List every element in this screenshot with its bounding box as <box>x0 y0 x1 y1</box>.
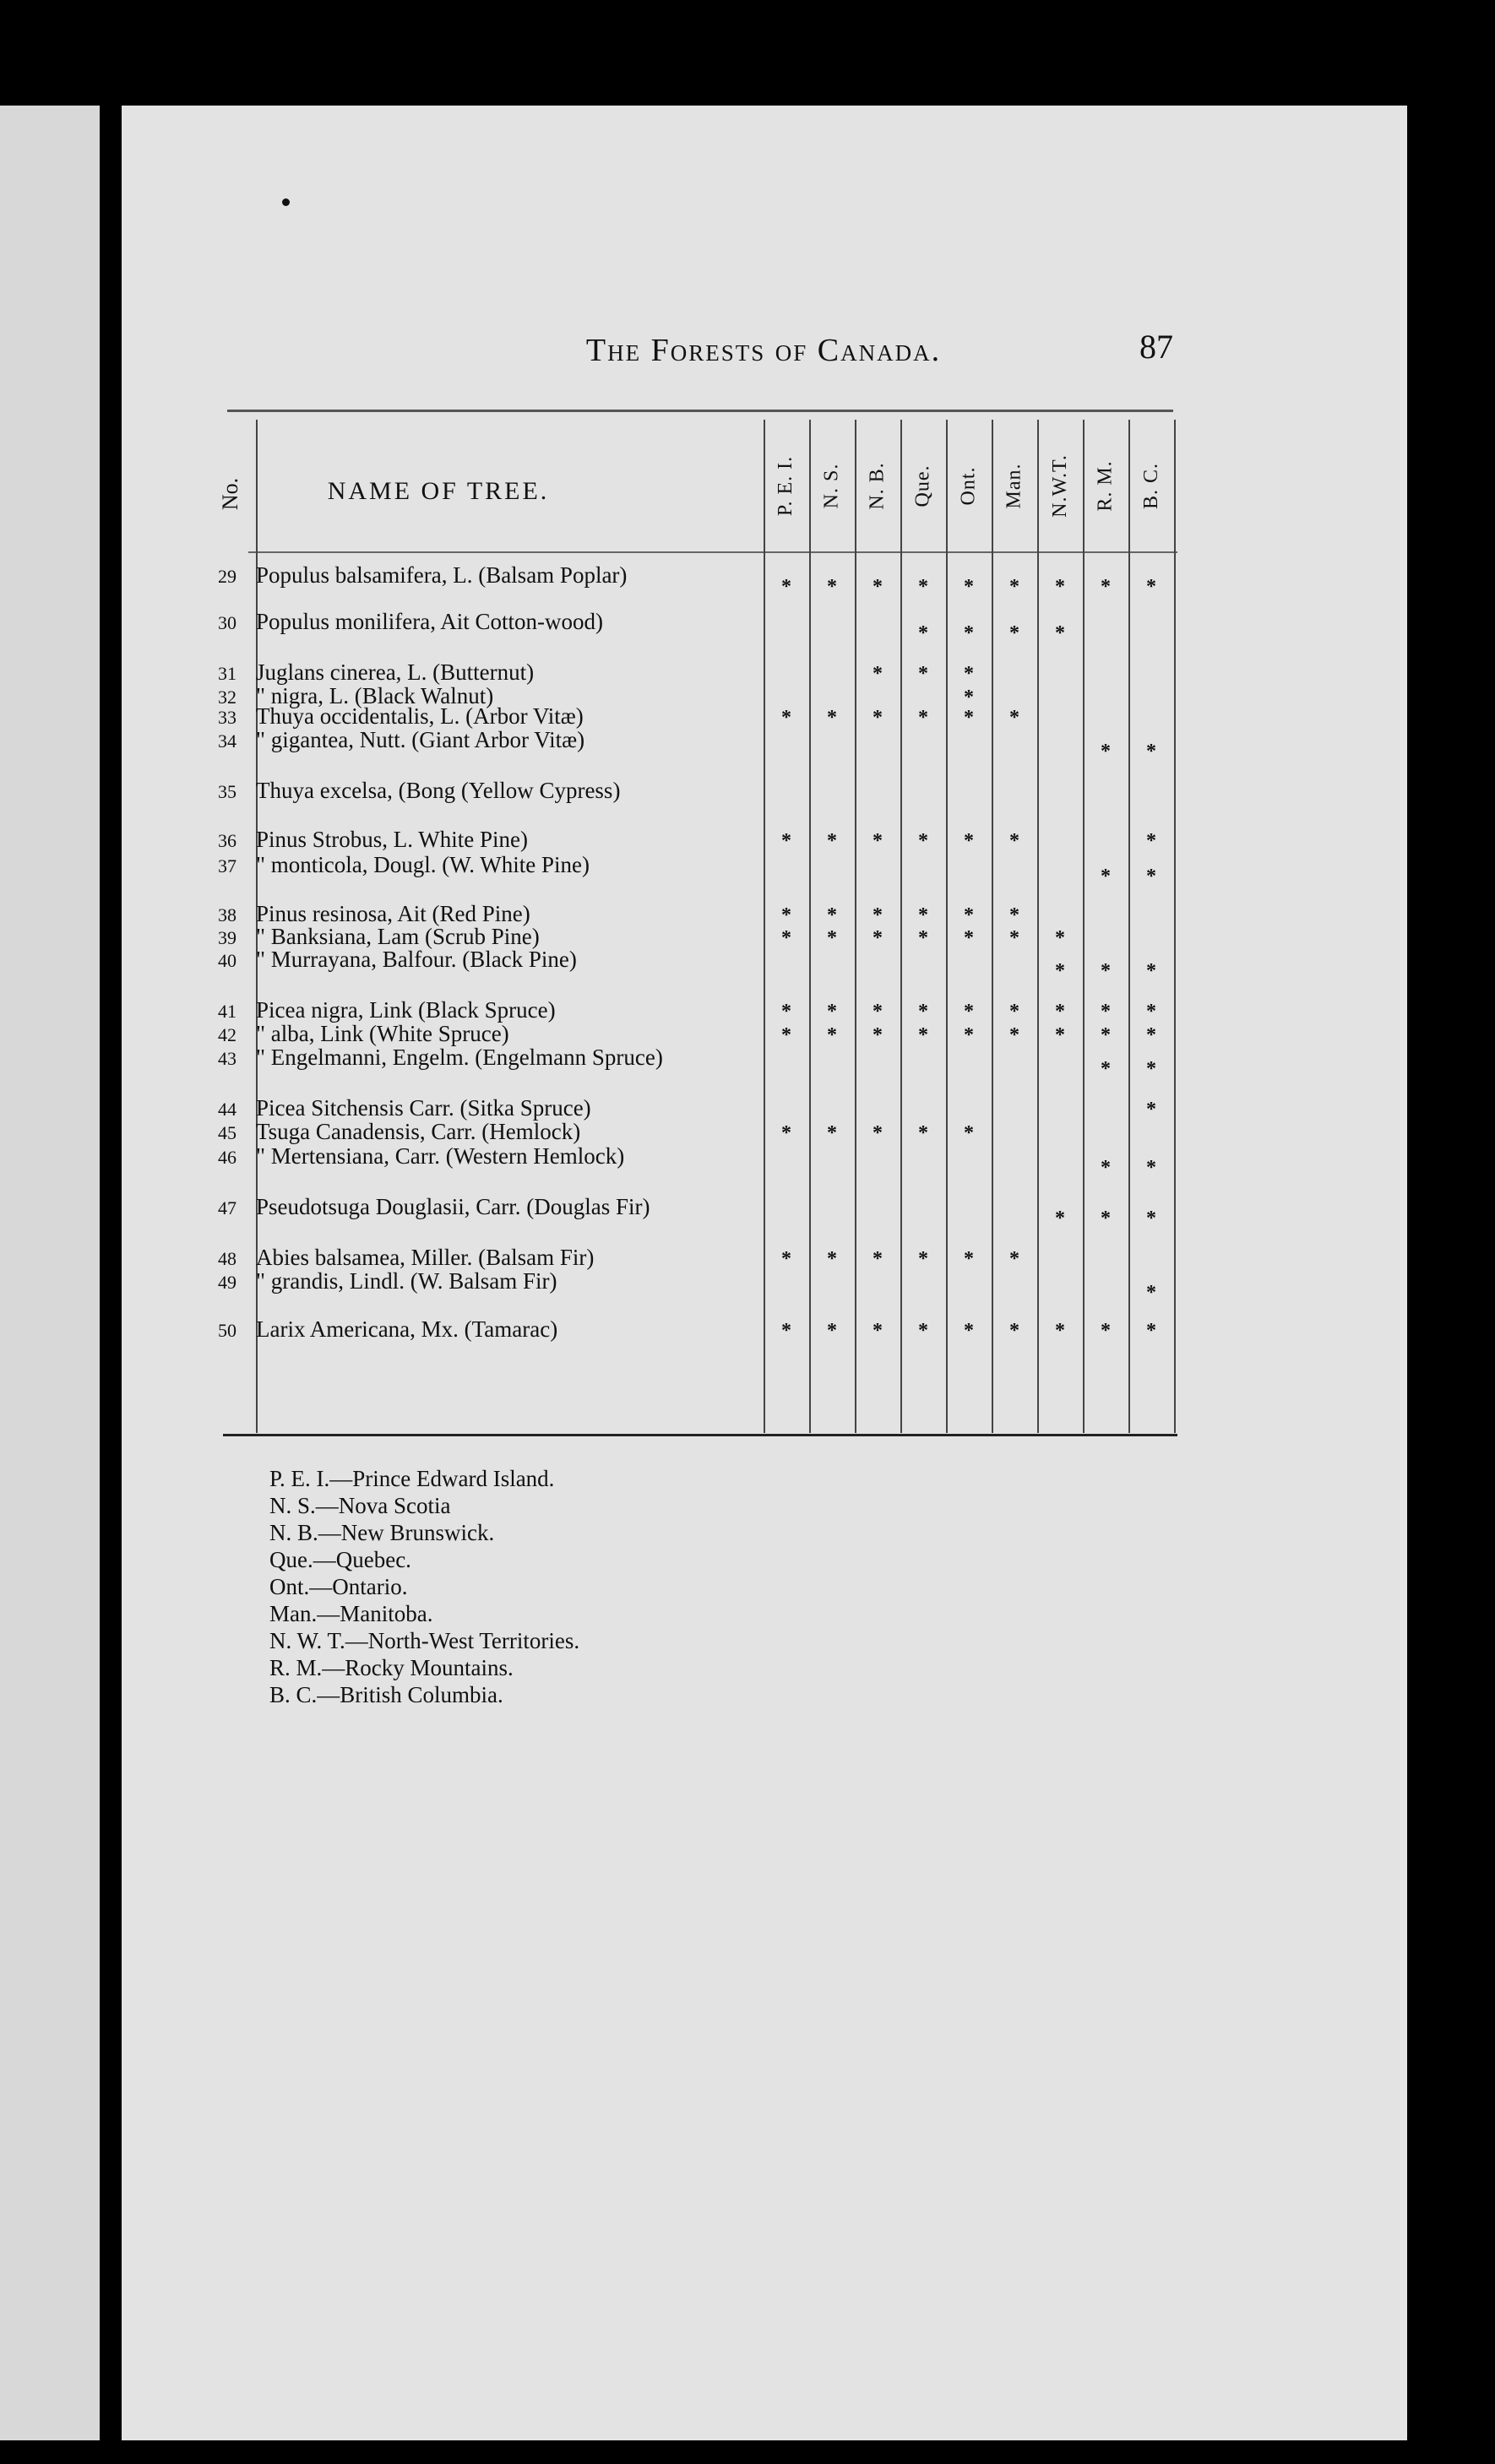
presence-mark: * <box>964 1122 974 1144</box>
ink-dot <box>282 198 290 206</box>
presence-mark: * <box>1055 622 1065 644</box>
presence-mark: * <box>827 707 837 729</box>
row-number: 31 <box>218 663 236 684</box>
presence-mark: * <box>1146 576 1156 598</box>
legend-item: P. E. I.—Prince Edward Island. <box>269 1466 555 1491</box>
presence-mark: * <box>964 830 974 852</box>
presence-mark: * <box>964 904 974 926</box>
row-number: 34 <box>218 730 236 752</box>
presence-mark: * <box>918 663 928 685</box>
presence-mark: * <box>1055 1208 1065 1229</box>
presence-mark: * <box>827 576 837 598</box>
province-column-header: B. C. <box>1139 462 1162 509</box>
book-spine <box>100 106 122 2440</box>
presence-mark: * <box>873 1122 883 1144</box>
presence-mark: * <box>964 576 974 598</box>
tree-name: Abies balsamea, Miller. (Balsam Fir) <box>256 1245 595 1270</box>
presence-mark: * <box>1101 741 1111 763</box>
presence-mark: * <box>1101 1320 1111 1342</box>
presence-mark: * <box>1146 1320 1156 1342</box>
row-number: 29 <box>218 566 236 587</box>
tree-name: Juglans cinerea, L. (Butternut) <box>256 659 535 685</box>
presence-mark: * <box>781 927 791 949</box>
presence-mark: * <box>1101 866 1111 887</box>
presence-mark: * <box>1009 927 1019 949</box>
presence-mark: * <box>918 927 928 949</box>
presence-mark: * <box>781 1320 791 1342</box>
presence-mark: * <box>1009 707 1019 729</box>
running-title: The Forests of Canada. <box>585 333 942 368</box>
presence-mark: * <box>1101 960 1111 982</box>
province-column-header: Ont. <box>957 466 980 505</box>
presence-mark: * <box>1009 904 1019 926</box>
row-number: 49 <box>218 1272 236 1293</box>
row-number: 35 <box>218 781 236 802</box>
column-rule <box>900 420 902 1433</box>
presence-mark: * <box>1009 1024 1019 1046</box>
row-number: 47 <box>218 1197 236 1218</box>
column-rule <box>1083 420 1085 1433</box>
presence-mark: * <box>827 1248 837 1270</box>
presence-mark: * <box>873 663 883 685</box>
presence-mark: * <box>964 1320 974 1342</box>
tree-name: " Murrayana, Balfour. (Black Pine) <box>256 947 577 972</box>
tree-name: " Mertensiana, Carr. (Western Hemlock) <box>256 1143 625 1169</box>
presence-mark: * <box>781 707 791 729</box>
presence-mark: * <box>1146 1099 1156 1121</box>
tree-name: Picea nigra, Link (Black Spruce) <box>256 997 556 1023</box>
row-number: 30 <box>218 612 236 633</box>
presence-mark: * <box>1146 866 1156 887</box>
presence-mark: * <box>1146 830 1156 852</box>
row-number: 36 <box>218 830 236 851</box>
presence-mark: * <box>827 1320 837 1342</box>
presence-mark: * <box>1146 1157 1156 1179</box>
tree-name: " nigra, L. (Black Walnut) <box>256 683 494 708</box>
row-number: 50 <box>218 1320 236 1341</box>
presence-mark: * <box>918 1122 928 1144</box>
column-rule <box>946 420 948 1433</box>
presence-mark: * <box>1009 1248 1019 1270</box>
legend-item: N. B.—New Brunswick. <box>269 1520 495 1545</box>
presence-mark: * <box>1055 1024 1065 1046</box>
row-number: 45 <box>218 1122 236 1143</box>
book-page <box>122 106 1407 2440</box>
legend-item: R. M.—Rocky Mountains. <box>269 1655 514 1680</box>
province-legend <box>269 1465 579 1708</box>
province-column-header: Que. <box>911 464 934 507</box>
presence-mark: * <box>1055 927 1065 949</box>
province-column-header: P. E. I. <box>775 455 797 516</box>
presence-mark: * <box>1101 1208 1111 1229</box>
presence-mark: * <box>827 1001 837 1023</box>
presence-mark: * <box>781 1248 791 1270</box>
column-rule <box>1037 420 1039 1433</box>
presence-mark: * <box>1009 622 1019 644</box>
presence-mark: * <box>964 663 974 685</box>
tree-name: Tsuga Canadensis, Carr. (Hemlock) <box>256 1119 581 1144</box>
legend-item: Man.—Manitoba. <box>269 1601 433 1626</box>
row-number: 33 <box>218 707 236 728</box>
presence-mark: * <box>1009 576 1019 598</box>
tree-name: " monticola, Dougl. (W. White Pine) <box>256 852 590 877</box>
presence-mark: * <box>964 1024 974 1046</box>
name-column-header: NAME OF TREE. <box>327 477 550 505</box>
column-rule <box>809 420 811 1433</box>
presence-mark: * <box>827 927 837 949</box>
province-column-header: Man. <box>1003 463 1025 508</box>
province-column-header: R. M. <box>1094 459 1117 512</box>
presence-mark: * <box>827 830 837 852</box>
adjacent-page-edge <box>0 106 101 2440</box>
presence-mark: * <box>1101 1001 1111 1023</box>
table-bottom-rule <box>223 1434 1177 1436</box>
row-number: 38 <box>218 904 236 925</box>
presence-mark: * <box>918 622 928 644</box>
legend-item: B. C.—British Columbia. <box>269 1682 503 1707</box>
row-number: 37 <box>218 855 236 877</box>
tree-name: Picea Sitchensis Carr. (Sitka Spruce) <box>256 1095 591 1121</box>
presence-mark: * <box>918 576 928 598</box>
legend-item: N. S.—Nova Scotia <box>269 1493 451 1518</box>
row-number: 43 <box>218 1048 236 1069</box>
tree-name: Larix Americana, Mx. (Tamarac) <box>256 1316 558 1342</box>
column-rule <box>992 420 993 1433</box>
row-number: 39 <box>218 927 236 948</box>
legend-item: Ont.—Ontario. <box>269 1574 408 1599</box>
presence-mark: * <box>873 1001 883 1023</box>
tree-name: " alba, Link (White Spruce) <box>256 1021 509 1046</box>
presence-mark: * <box>1101 1024 1111 1046</box>
presence-mark: * <box>1009 830 1019 852</box>
row-number: 40 <box>218 950 236 971</box>
presence-mark: * <box>1055 1001 1065 1023</box>
row-number: 44 <box>218 1099 236 1120</box>
column-rule <box>1174 420 1176 1433</box>
row-number: 32 <box>218 687 236 708</box>
presence-mark: * <box>1055 1320 1065 1342</box>
legend-item: Que.—Quebec. <box>269 1547 411 1572</box>
column-rule <box>855 420 856 1433</box>
presence-mark: * <box>1146 960 1156 982</box>
presence-mark: * <box>873 927 883 949</box>
tree-name: " Banksiana, Lam (Scrub Pine) <box>256 924 540 949</box>
presence-mark: * <box>827 1024 837 1046</box>
presence-mark: * <box>1146 1208 1156 1229</box>
tree-name: Pinus resinosa, Ait (Red Pine) <box>256 901 530 926</box>
presence-mark: * <box>827 904 837 926</box>
presence-mark: * <box>918 1024 928 1046</box>
presence-mark: * <box>1146 741 1156 763</box>
presence-mark: * <box>827 1122 837 1144</box>
row-number: 42 <box>218 1024 236 1045</box>
presence-mark: * <box>964 927 974 949</box>
province-column-header: N. B. <box>866 461 889 510</box>
row-number: 41 <box>218 1001 236 1022</box>
presence-mark: * <box>1101 1058 1111 1080</box>
presence-mark: * <box>1146 1001 1156 1023</box>
presence-mark: * <box>873 1320 883 1342</box>
presence-mark: * <box>873 576 883 598</box>
presence-mark: * <box>873 707 883 729</box>
tree-name: Thuya excelsa, (Bong (Yellow Cypress) <box>256 778 621 803</box>
presence-mark: * <box>781 1122 791 1144</box>
province-column-header: N.W.T. <box>1048 453 1071 518</box>
presence-mark: * <box>964 707 974 729</box>
presence-mark: * <box>1101 1157 1111 1179</box>
presence-mark: * <box>781 576 791 598</box>
tree-name: " Engelmanni, Engelm. (Engelmann Spruce) <box>256 1045 663 1070</box>
presence-mark: * <box>1009 1001 1019 1023</box>
presence-mark: * <box>918 707 928 729</box>
presence-mark: * <box>964 622 974 644</box>
presence-mark: * <box>1055 960 1065 982</box>
presence-mark: * <box>873 830 883 852</box>
tree-name: Pinus Strobus, L. White Pine) <box>256 827 529 852</box>
presence-mark: * <box>1146 1024 1156 1046</box>
presence-mark: * <box>918 904 928 926</box>
tree-name: Pseudotsuga Douglasii, Carr. (Douglas Fir) <box>256 1194 650 1219</box>
legend-item: N. W. T.—North-West Territories. <box>269 1628 580 1653</box>
presence-mark: * <box>1146 1058 1156 1080</box>
presence-mark: * <box>1101 576 1111 598</box>
column-rule <box>1128 420 1130 1433</box>
presence-mark: * <box>781 830 791 852</box>
presence-mark: * <box>781 1024 791 1046</box>
presence-mark: * <box>873 1248 883 1270</box>
table-top-rule <box>227 410 1173 412</box>
presence-mark: * <box>781 1001 791 1023</box>
presence-mark: * <box>1009 1320 1019 1342</box>
presence-mark: * <box>1055 576 1065 598</box>
province-column-header: N. S. <box>820 463 843 508</box>
row-number: 48 <box>218 1248 236 1269</box>
presence-mark: * <box>964 687 974 708</box>
presence-mark: * <box>918 1320 928 1342</box>
presence-mark: * <box>918 830 928 852</box>
tree-name: Populus monilifera, Ait Cotton-wood) <box>256 609 603 634</box>
presence-mark: * <box>918 1001 928 1023</box>
number-column-header: No. <box>218 477 242 511</box>
presence-mark: * <box>918 1248 928 1270</box>
tree-name: Populus balsamifera, L. (Balsam Poplar) <box>256 562 628 588</box>
presence-mark: * <box>781 904 791 926</box>
presence-mark: * <box>873 904 883 926</box>
tree-name: " gigantea, Nutt. (Giant Arbor Vitæ) <box>256 727 585 752</box>
column-rule <box>764 420 765 1433</box>
tree-name: Thuya occidentalis, L. (Arbor Vitæ) <box>256 703 584 729</box>
presence-mark: * <box>964 1248 974 1270</box>
page-number: 87 <box>1139 328 1173 366</box>
tree-name: " grandis, Lindl. (W. Balsam Fir) <box>256 1268 557 1294</box>
presence-mark: * <box>1146 1282 1156 1304</box>
row-number: 46 <box>218 1147 236 1168</box>
presence-mark: * <box>873 1024 883 1046</box>
presence-mark: * <box>964 1001 974 1023</box>
